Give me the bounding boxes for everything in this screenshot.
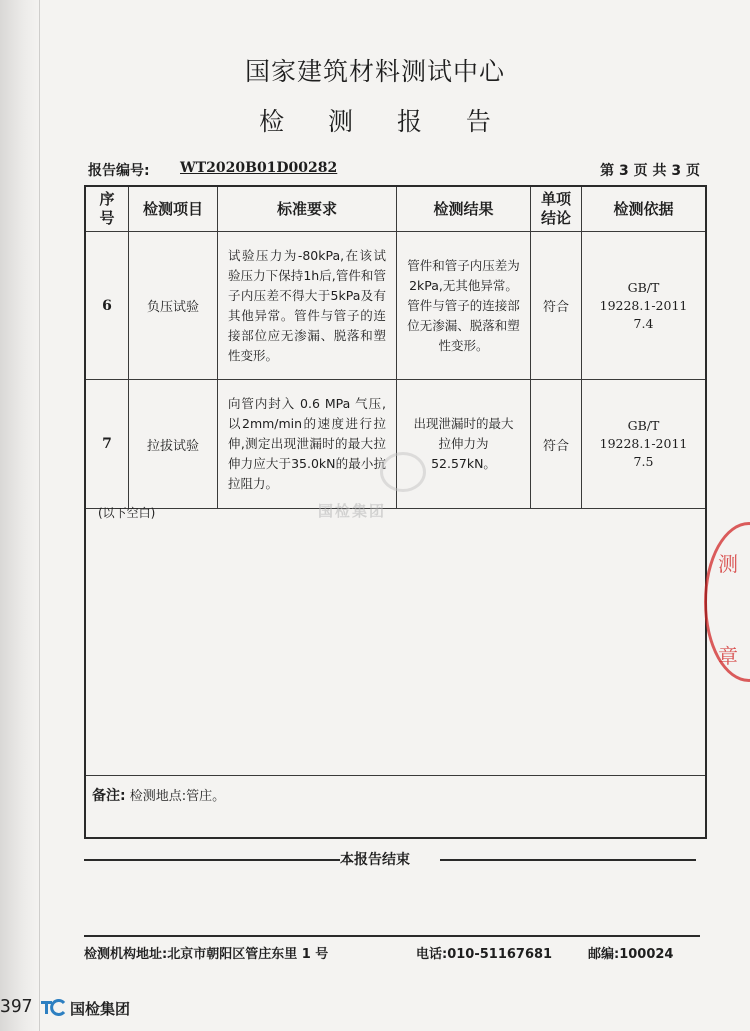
header-item: 检测项目: [142, 199, 203, 218]
basis-number: 19228.1-2011: [599, 297, 688, 313]
requirement-cell: [218, 380, 396, 508]
basis-cell: [582, 232, 705, 379]
seal-text: 测: [718, 552, 738, 576]
requirement-cell: [218, 232, 396, 379]
requirement-text: 试验压力为-80kPa,在该试验压力下保持1h后,管件和管子内压差不得大于5kPa及有其他异常。管件与管子的连接部位应无渗漏、脱落和塑性变形。: [228, 247, 386, 363]
blank-below-note: (以下空白): [98, 506, 156, 520]
result-text: 出现泄漏时的最大拉伸力为52.57kN。: [413, 416, 514, 471]
page-fold-edge: [0, 0, 40, 1031]
row-number: 6: [102, 297, 112, 314]
header-conclusion: 单项结论: [540, 190, 571, 227]
row-number: 7: [102, 436, 112, 452]
end-of-report: 本报告结束: [340, 852, 410, 868]
basis-clause: 7.4: [633, 315, 654, 331]
page-info: 第 3 页 共 3 页: [600, 163, 700, 179]
seal-text: 章: [718, 644, 738, 668]
phone: 电话:010-51167681: [416, 947, 553, 962]
basis-cell: [582, 380, 705, 508]
conclusion: 符合: [542, 438, 569, 454]
row-divider: [86, 775, 705, 776]
address: 检测机构地址:北京市朝阳区管庄东里 1 号: [84, 947, 329, 962]
header-seq: 序号: [99, 190, 115, 227]
header-basis: 检测依据: [613, 199, 674, 218]
report-meta-row: [88, 160, 700, 182]
result-cell: [397, 380, 530, 508]
basis-clause: 7.5: [633, 454, 654, 469]
footer-divider: [84, 935, 700, 937]
remarks-text: 检测地点:管庄。: [129, 789, 226, 804]
test-item: 负压试验: [146, 300, 199, 315]
postcode: 邮编:100024: [588, 947, 674, 962]
test-results-table: [84, 185, 707, 839]
conclusion: 符合: [542, 300, 569, 315]
organization-title: 国家建筑材料测试中心: [244, 57, 505, 86]
basis-number: 19228.1-2011: [599, 436, 688, 451]
report-title: 检 测 报 告: [259, 107, 509, 136]
page-number: 397: [0, 996, 33, 1017]
watermark: 国检集团: [318, 502, 387, 520]
result-cell: [397, 232, 530, 379]
basis-standard: GB/T: [627, 418, 660, 433]
brand-name: 国检集团: [70, 1000, 131, 1018]
brand-logo-icon: [40, 998, 66, 1016]
report-number: WT2020B01D00282: [180, 160, 338, 176]
header-requirement: 标准要求: [276, 199, 337, 218]
result-text: 管件和管子内压差为2kPa,无其他异常。管件与管子的连接部位无渗漏、脱落和塑性变形。: [407, 257, 520, 353]
test-item: 拉拔试验: [146, 438, 199, 454]
header-result: 检测结果: [433, 199, 494, 218]
watermark-logo-icon: [380, 452, 426, 492]
basis-standard: GB/T: [627, 279, 660, 295]
remarks-label: 备注:: [92, 788, 126, 804]
row-divider: [86, 508, 705, 509]
report-number-label: 报告编号:: [88, 163, 150, 179]
remarks: [92, 785, 225, 805]
requirement-text: 向管内封入 0.6 MPa 气压,以2mm/min的速度进行拉伸,测定出现泄漏时的最大拉伸力应大于35.0kN的最小抗拉阻力。: [228, 396, 386, 491]
